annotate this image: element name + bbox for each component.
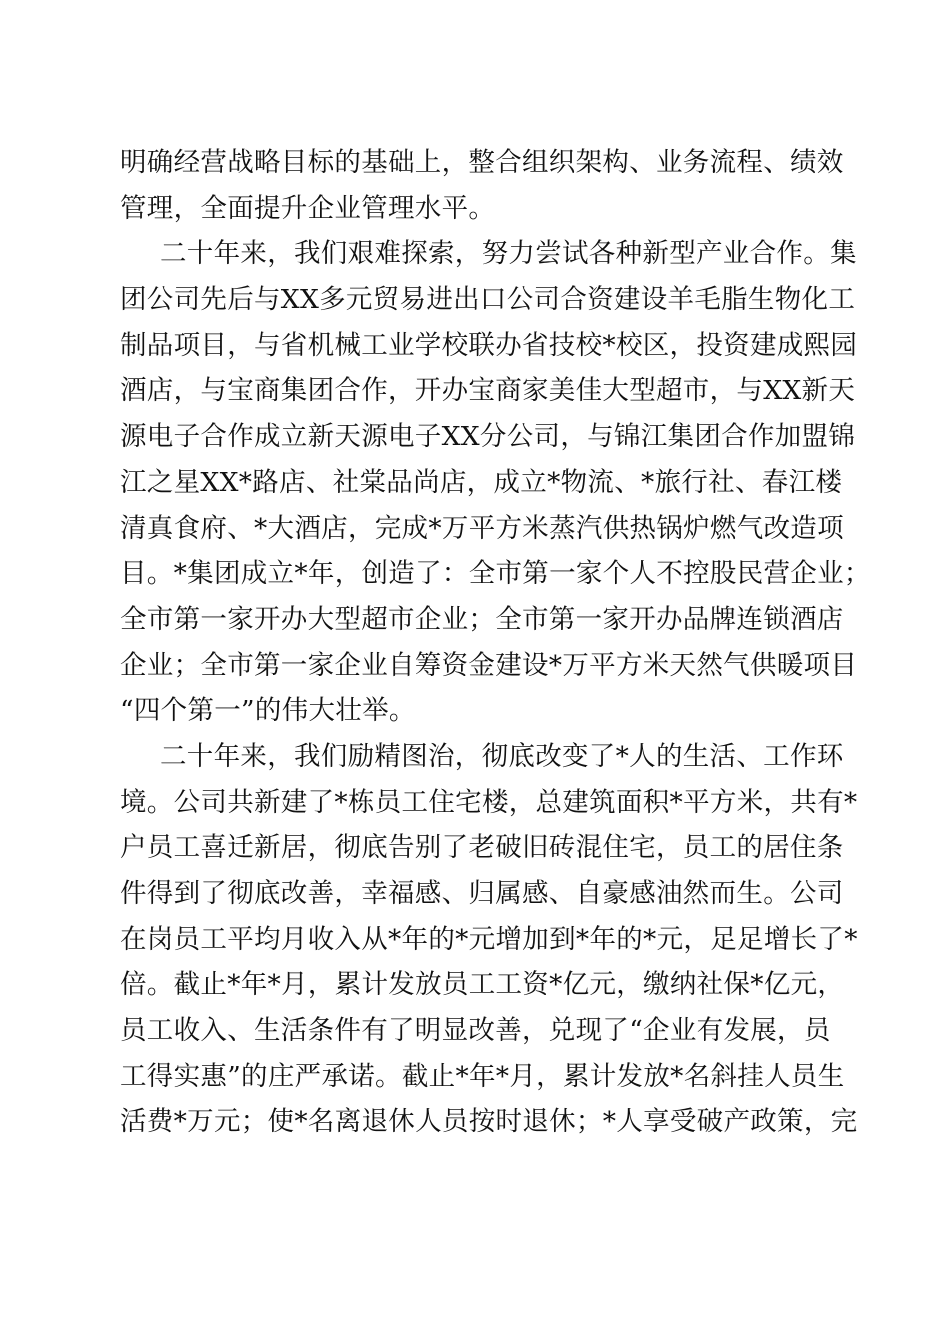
text-line: 管理，全面提升企业管理水平。 [120,192,496,224]
text-line: 清真食府、*大酒店，完成*万平方米蒸汽供热锅炉燃气改造项 [120,512,844,544]
text-line: 明确经营战略目标的基础上，整合组织架构、业务流程、绩效 [120,147,844,178]
text-line: 工得实惠”的庄严承诺。截止*年*月，累计发放*名斜挂人员生 [120,1060,845,1092]
document-body [120,140,871,1145]
text-line: “四个第一”的伟大壮举。 [120,695,416,727]
paragraph-1 [120,140,844,231]
text-line: 件得到了彻底改善，幸福感、归属感、自豪感油然而生。公司 [120,878,844,909]
text-line: 倍。截止*年*月，累计发放员工工资*亿元，缴纳社保*亿元， [120,969,845,1001]
text-line: 江之星XX*路店、社棠品尚店，成立*物流、*旅行社、春江楼 [120,466,843,498]
text-line: 团公司先后与XX多元贸易进出口公司合资建设羊毛脂生物化工 [120,284,856,316]
text-line: 目。*集团成立*年，创造了：全市第一家个人不控股民营企业； [120,558,871,590]
text-line: 在岗员工平均月收入从*年的*元增加到*年的*元，足足增长了* [120,923,858,955]
text-line: 员工收入、生活条件有了明显改善，兑现了“企业有发展，员 [120,1015,831,1047]
paragraph-3 [120,734,858,1145]
text-line: 源电子合作成立新天源电子XX分公司，与锦江集团合作加盟锦 [120,421,856,453]
paragraph-2 [120,231,871,734]
text-line: 企业；全市第一家企业自筹资金建设*万平方米天然气供暖项目 [120,649,858,681]
text-line: 活费*万元；使*名离退休人员按时退休；*人享受破产政策，完 [120,1106,858,1138]
text-line: 酒店，与宝商集团合作，开办宝商家美佳大型超市，与XX新天 [120,375,856,407]
text-line: 二十年来，我们励精图治，彻底改变了*人的生活、工作环 [160,740,844,772]
text-line: 制品项目，与省机械工业学校联办省技校*校区，投资建成熙园 [120,329,858,361]
text-line: 境。公司共新建了*栋员工住宅楼，总建筑面积*平方米，共有* [120,786,858,818]
text-line: 全市第一家开办大型超市企业；全市第一家开办品牌连锁酒店 [120,603,844,635]
text-line: 户员工喜迁新居，彻底告别了老破旧砖混住宅，员工的居住条 [120,832,844,864]
text-line: 二十年来，我们艰难探索，努力尝试各种新型产业合作。集 [160,238,857,270]
